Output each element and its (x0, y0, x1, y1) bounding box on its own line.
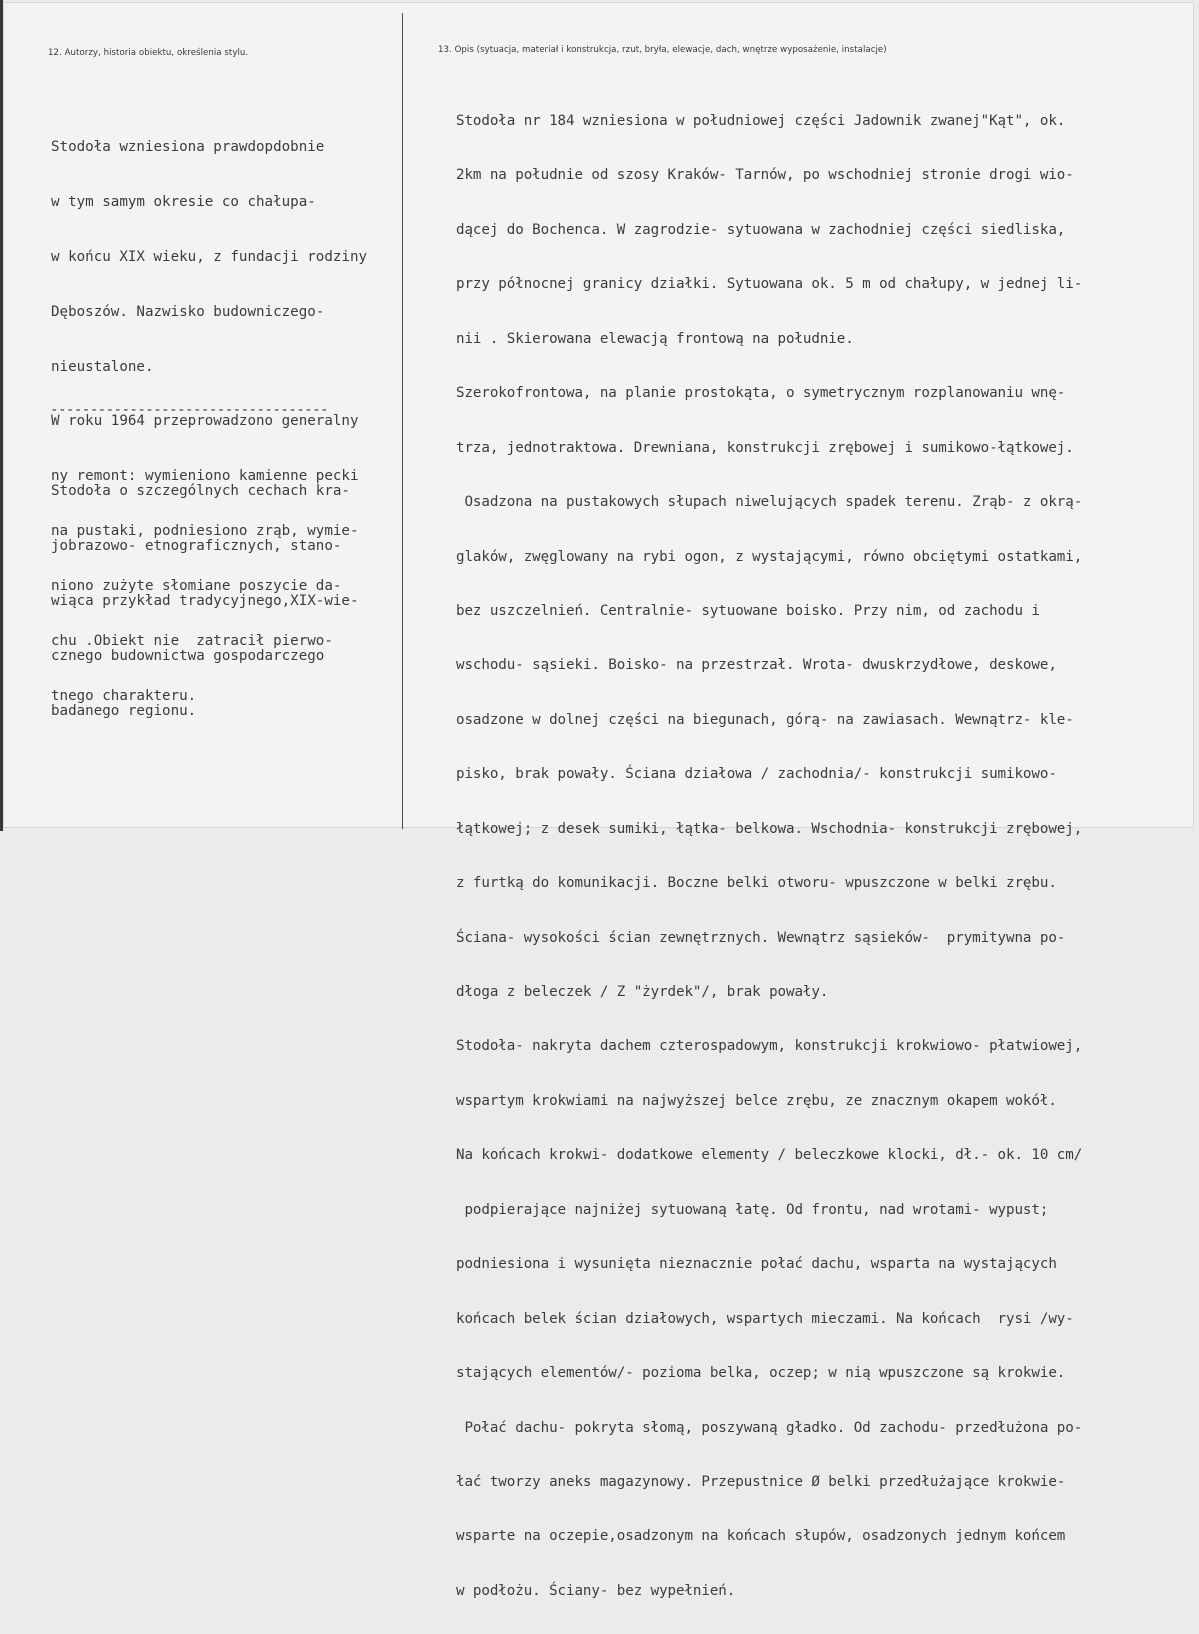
description-line: łątkowej; z desek sumiki, łątka- belkowa. Wschodnia- konstrukcji zrębowej, (456, 820, 1083, 837)
description-line: wsparte na oczepie,osadzonym na końcach słupów, osadzonych jednym końcem (456, 1528, 1066, 1545)
description-line: 2km na południe od szosy Kraków- Tarnów, po wschodniej stronie drogi wio- (456, 167, 1074, 184)
section-13-heading: 13. Opis (sytuacja, materiał i konstrukcja, rzut, bryła, elewacje, dach, wnętrze wyposażenie, instalacje) (438, 45, 887, 55)
style-line: wiąca przykład tradycyjnego,XIX-wie- (51, 592, 359, 609)
style-line: cznego budownictwa gospodarczego (51, 647, 325, 664)
description-line: pisko, brak powały. Ściana działowa / zachodnia/- konstrukcji sumikowo- (456, 766, 1057, 783)
history-line: Stodoła wzniesiona prawdopdobnie (51, 139, 325, 155)
style-line: jobrazowo- etnograficznych, stano- (51, 537, 342, 554)
description-line: wspartym krokwiami na najwyższej belce zrębu, ze znacznym okapem wokół. (456, 1092, 1057, 1109)
history-line: ny remont: wymieniono kamienne pecki (51, 468, 359, 485)
column-divider (402, 13, 403, 829)
description-line: podpierające najniżej sytuowaną łatę. Od frontu, nad wrotami- wypust; (456, 1201, 1049, 1218)
history-line: tnego charakteru. (51, 687, 197, 704)
description-line: osadzone w dolnej części na biegunach, górą- na zawiasach. Wewnątrz- kle- (456, 711, 1074, 728)
description-text (456, 78, 1082, 1634)
description-line: trza, jednotraktowa. Drewniana, konstrukcji zrębowej i sumikowo-łątkowej. (456, 439, 1074, 456)
description-line: Szerokofrontowa, na planie prostokąta, o symetrycznym rozplanowaniu wnę- (456, 385, 1066, 402)
description-line: Stodoła- nakryta dachem czterospadowym, konstrukcji krokwiowo- płatwiowej, (456, 1038, 1083, 1055)
description-line: podniesiona i wysunięta nieznacznie połać dachu, wsparta na wystających (456, 1256, 1057, 1273)
history-line: na pustaki, podniesiono zrąb, wymie- (51, 523, 359, 540)
dashed-separator: ----------------------------------- (50, 402, 328, 418)
history-line: w końcu XIX wieku, z fundacji rodziny (51, 248, 368, 265)
description-line: wschodu- sąsieki. Boisko- na przestrzał. Wrota- dwuskrzydłowe, deskowe, (456, 657, 1057, 674)
document-page (3, 2, 1194, 1599)
section-12-heading: 12. Autorzy, historia obiektu, określenia stylu. (48, 48, 249, 58)
description-line: Osadzona na pustakowych słupach niwelujących spadek terenu. Zrąb- z okrą- (456, 494, 1083, 511)
history-line: nieustalone. (51, 358, 154, 375)
description-line: łać tworzy aneks magazynowy. Przepustnice Ø belki przedłużające krokwie- (456, 1473, 1066, 1490)
description-line: końcach belek ścian działowych, wspartych mieczami. Na końcach rysi /wy- (456, 1310, 1074, 1327)
history-line: Dęboszów. Nazwisko budowniczego- (51, 303, 325, 320)
description-line: w podłożu. Ściany- bez wypełnień. (456, 1582, 736, 1599)
description-line: nii . Skierowana elewacją frontową na południe. (456, 330, 854, 347)
description-line: glaków, zwęglowany na rybi ogon, z wystającymi, równo obciętymi ostatkami, (456, 548, 1083, 565)
description-line: dącej do Bochenca. W zagrodzie- sytuowana w zachodniej części siedliska, (456, 221, 1066, 238)
history-line: w tym samym okresie co chałupa- (51, 193, 316, 210)
description-line: bez uszczelnień. Centralnie- sytuowane boisko. Przy nim, od zachodu i (456, 602, 1040, 619)
description-line: z furtką do komunikacji. Boczne belki otworu- wpuszczone w belki zrębu. (456, 875, 1057, 892)
description-line: Stodoła nr 184 wzniesiona w południowej części Jadownik zwanej"Kąt", ok. (456, 113, 1066, 129)
description-line: Ściana- wysokości ścian zewnętrznych. Wewnątrz sąsieków- prymitywna po- (456, 929, 1066, 946)
description-line: dłoga z beleczek / Z "żyrdek"/, brak powały. (456, 984, 829, 1000)
description-line: przy północnej granicy działki. Sytuowana ok. 5 m od chałupy, w jednej li- (456, 276, 1083, 293)
description-line: Połać dachu- pokryta słomą, poszywaną gładko. Od zachodu- przedłużona po- (456, 1419, 1083, 1436)
history-line: chu .Obiekt nie zatracił pierwo- (51, 633, 333, 650)
history-line: niono zużyte słomiane poszycie da- (51, 578, 342, 595)
style-line: badanego regionu. (51, 702, 197, 719)
description-line: Na końcach krokwi- dodatkowe elementy / beleczkowe klocki, dł.- ok. 10 cm/ (456, 1147, 1083, 1164)
style-paragraph (51, 448, 359, 754)
description-line: stających elementów/- pozioma belka, oczep; w nią wpuszczone są krokwie. (456, 1365, 1066, 1382)
history-line: W roku 1964 przeprowadzono generalny (51, 413, 359, 430)
style-line: Stodoła o szczególnych cechach kra- (51, 483, 350, 499)
